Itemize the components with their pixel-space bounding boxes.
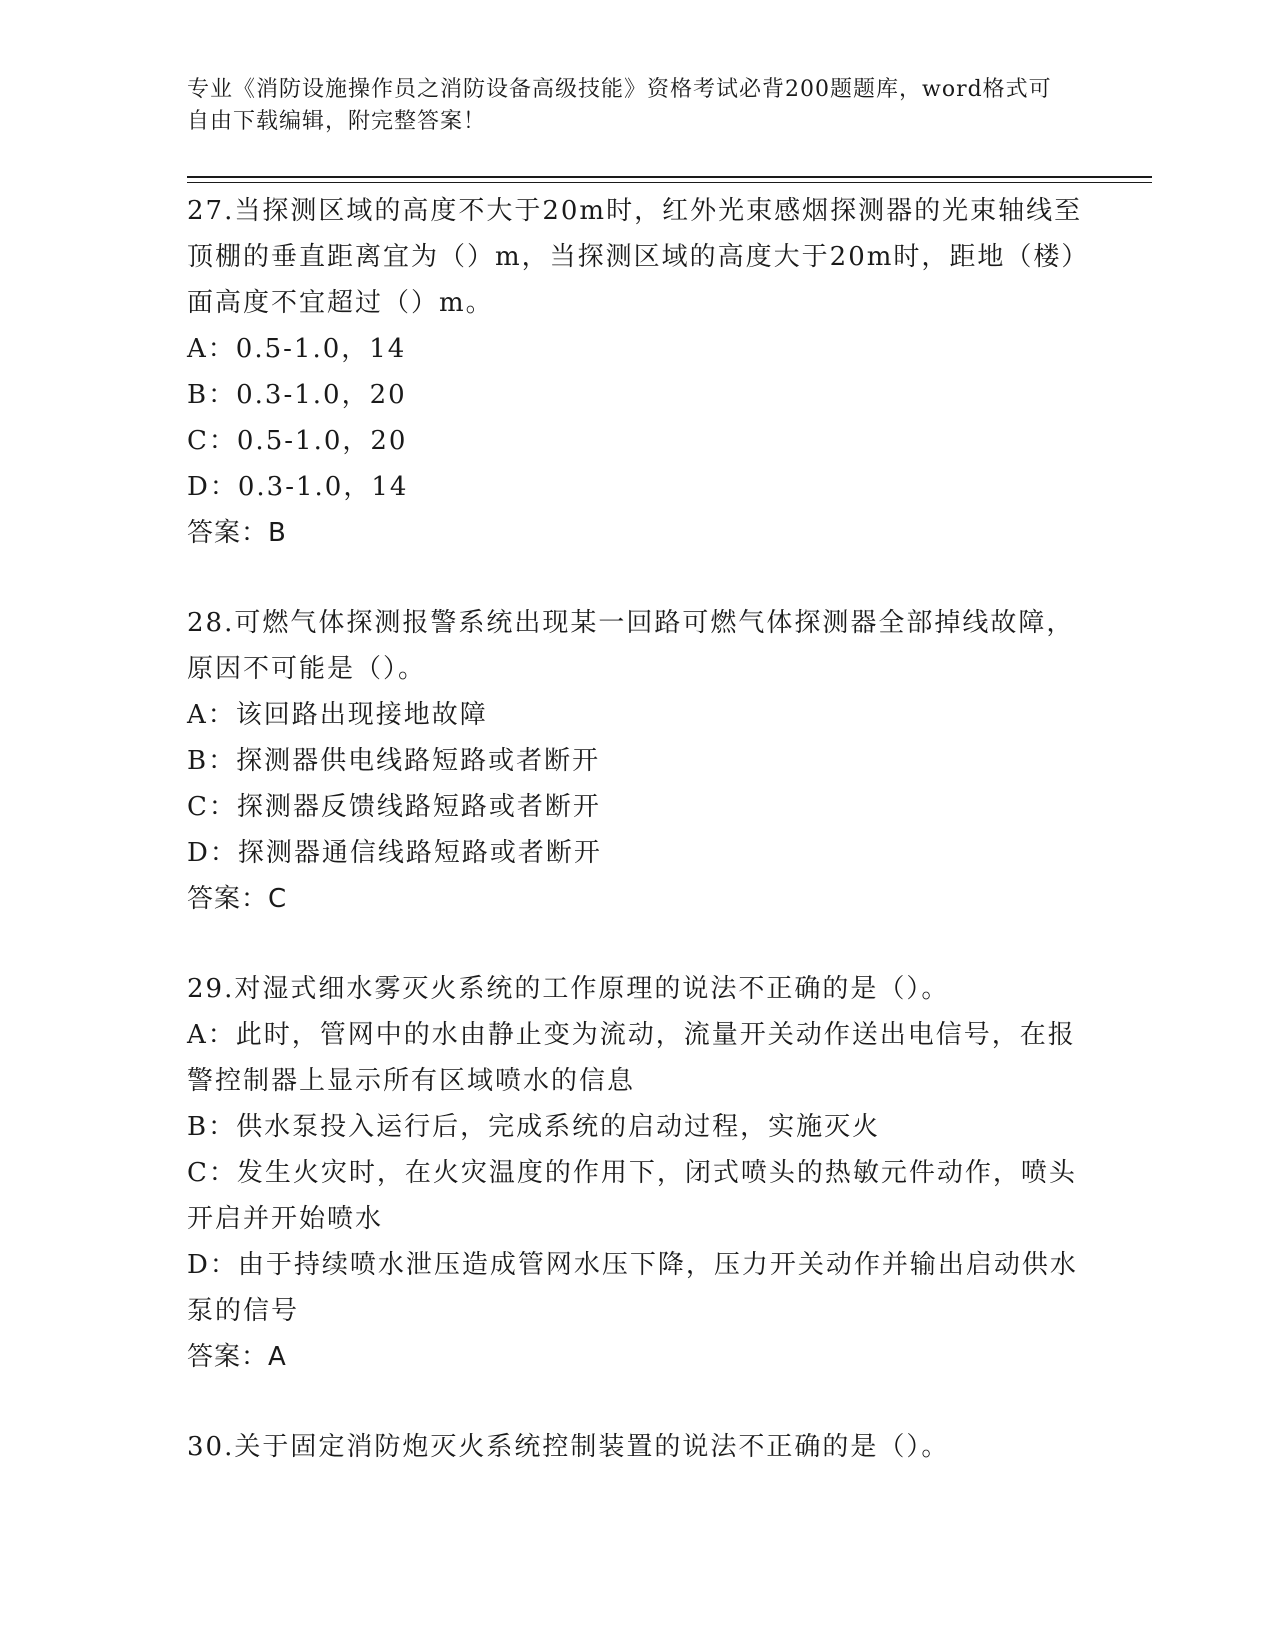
option-c: C：探测器反馈线路短路或者断开: [187, 792, 601, 822]
option-a: A：0.5-1.0，14: [187, 334, 407, 364]
option-b: B：探测器供电线路短路或者断开: [187, 746, 601, 776]
question-spacer: [187, 922, 1087, 966]
header-rule-thick: [187, 176, 1152, 178]
option-d: D：探测器通信线路短路或者断开: [187, 838, 602, 868]
question-answer: 答案：C: [187, 884, 288, 914]
question-29: [187, 966, 1087, 1380]
question-stem: 27.当探测区域的高度不大于20m时，红外光束感烟探测器的光束轴线至顶棚的垂直距离宜为（）m，当探测区域的高度大于20m时，距地（楼）面高度不宜超过（）m。: [187, 196, 1083, 318]
document-header: 专业《消防设施操作员之消防设备高级技能》资格考试必背200题题库，word格式可自由下载编辑，附完整答案！: [187, 77, 1052, 134]
question-answer: 答案：A: [187, 1342, 287, 1372]
option-a: A：此时，管网中的水由静止变为流动，流量开关动作送出电信号，在报警控制器上显示所有区域喷水的信息: [187, 1020, 1076, 1096]
question-stem: 30.关于固定消防炮灭火系统控制装置的说法不正确的是（）。: [187, 1432, 950, 1462]
question-30: [187, 1424, 1087, 1470]
question-answer: 答案：B: [187, 518, 287, 548]
option-d: D：由于持续喷水泄压造成管网水压下降，压力开关动作并输出启动供水泵的信号: [187, 1250, 1078, 1326]
option-b: B：供水泵投入运行后，完成系统的启动过程，实施灭火: [187, 1112, 881, 1142]
option-d: D：0.3-1.0，14: [187, 472, 409, 502]
question-list: [187, 188, 1087, 1470]
option-a: A：该回路出现接地故障: [187, 700, 488, 730]
question-27: [187, 188, 1087, 556]
question-28: [187, 600, 1087, 922]
option-b: B：0.3-1.0，20: [187, 380, 407, 410]
header-rule-thin: [187, 182, 1152, 183]
option-c: C：发生火灾时，在火灾温度的作用下，闭式喷头的热敏元件动作，喷头开启并开始喷水: [187, 1158, 1077, 1234]
question-stem: 28.可燃气体探测报警系统出现某一回路可燃气体探测器全部掉线故障，原因不可能是（）。: [187, 608, 1075, 684]
question-spacer: [187, 1380, 1087, 1424]
option-c: C：0.5-1.0，20: [187, 426, 408, 456]
question-stem: 29.对湿式细水雾灭火系统的工作原理的说法不正确的是（）。: [187, 974, 950, 1004]
question-spacer: [187, 556, 1087, 600]
